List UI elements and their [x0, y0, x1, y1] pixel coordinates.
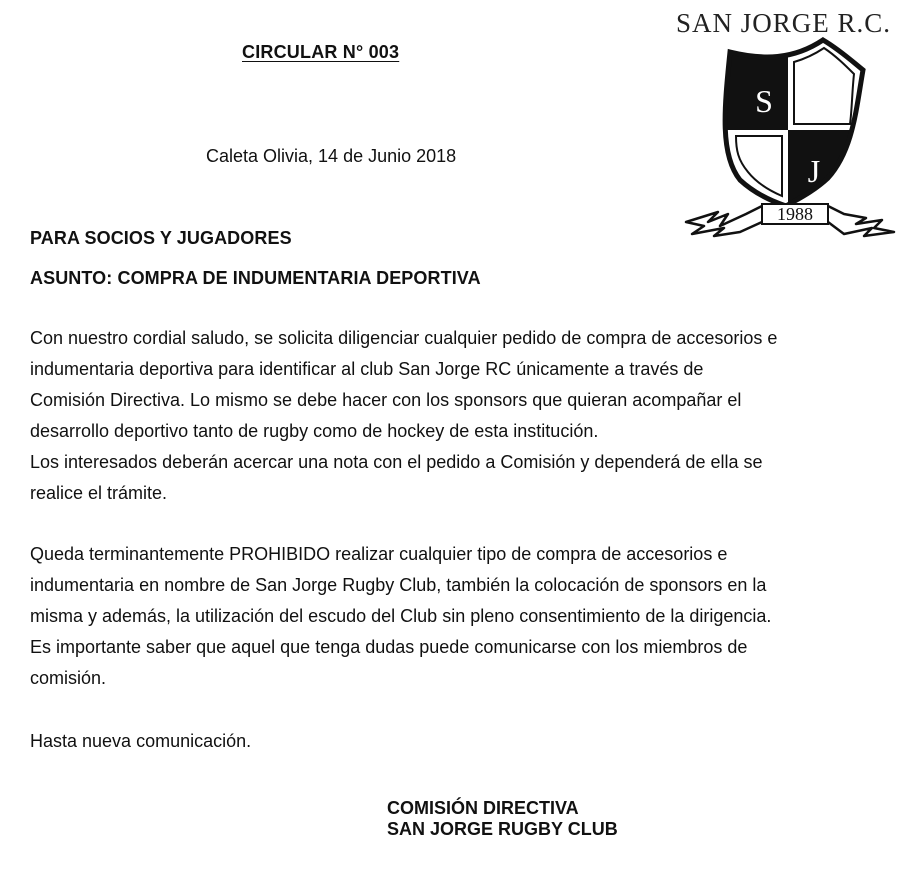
paragraph-2: [30, 539, 900, 694]
logo-letter-j: J: [807, 153, 821, 189]
paragraph-line: Los interesados deberán acercar una nota con el pedido a Comisión y dependerá de ella se: [30, 452, 763, 472]
signature-block: [387, 798, 618, 840]
recipients-heading: PARA SOCIOS Y JUGADORES: [30, 228, 292, 248]
logo-club-name: SAN JORGE R.C.: [676, 8, 892, 38]
logo-year: 1988: [777, 204, 813, 224]
subject-heading: ASUNTO: COMPRA DE INDUMENTARIA DEPORTIVA: [30, 268, 481, 288]
paragraph-line: Con nuestro cordial saludo, se solicita diligenciar cualquier pedido de compra de accesorios e: [30, 328, 778, 348]
circular-title: CIRCULAR N° 003: [242, 42, 400, 62]
paragraph-line: Queda terminantemente PROHIBIDO realizar cualquier tipo de compra de accesorios e: [30, 544, 728, 564]
logo-letter-s: S: [755, 83, 773, 119]
paragraph-line: comisión.: [30, 668, 107, 688]
paragraph-line: Hasta nueva comunicación.: [30, 731, 252, 751]
closing-line: [30, 726, 900, 757]
shield-icon: [668, 0, 908, 245]
paragraph-line: Es importante saber que aquel que tenga dudas puede comunicarse con los miembros de: [30, 637, 748, 657]
paragraph-line: indumentaria deportiva para identificar al club San Jorge RC únicamente a través de: [30, 359, 704, 379]
club-logo: [668, 0, 908, 245]
paragraph-1: [30, 323, 900, 509]
dateline: Caleta Olivia, 14 de Junio 2018: [206, 146, 457, 166]
paragraph-line: misma y además, la utilización del escudo del Club sin pleno consentimiento de la dirigencia.: [30, 606, 772, 626]
signature-line-1: COMISIÓN DIRECTIVA: [387, 798, 579, 818]
paragraph-line: Comisión Directiva. Lo mismo se debe hacer con los sponsors que quieran acompañar el: [30, 390, 742, 410]
paragraph-line: desarrollo deportivo tanto de rugby como de hockey de esta institución.: [30, 421, 599, 441]
paragraph-line: indumentaria en nombre de San Jorge Rugby Club, también la colocación de sponsors en la: [30, 575, 767, 595]
paragraph-line: realice el trámite.: [30, 483, 168, 503]
signature-line-2: SAN JORGE RUGBY CLUB: [387, 819, 618, 839]
